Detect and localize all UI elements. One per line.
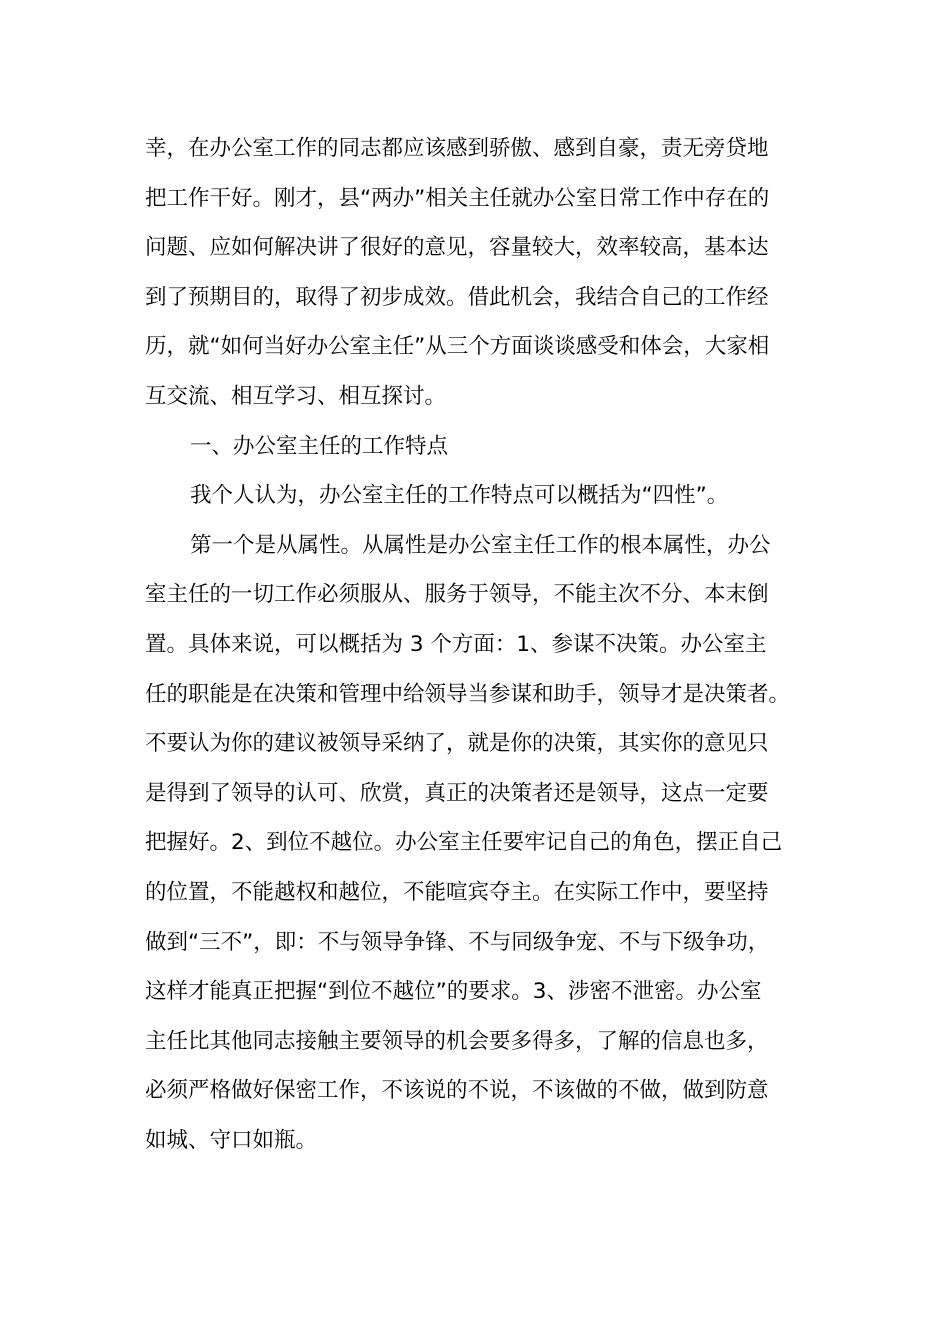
- paragraph-line: 是得到了领导的认可、欣赏，真正的决策者还是领导，这点一定要: [145, 780, 769, 806]
- paragraph-line: 历，就“如何当好办公室主任”从三个方面谈谈感受和体会，大家相: [145, 334, 770, 360]
- paragraph-line: 如城、守口如瓶。: [145, 1127, 318, 1153]
- section-heading: 一、办公室主任的工作特点: [190, 433, 449, 459]
- paragraph-line: 任的职能是在决策和管理中给领导当参谋和助手，领导才是决策者。: [145, 681, 791, 707]
- paragraph-line: 幸，在办公室工作的同志都应该感到骄傲、感到自豪，责无旁贷地: [145, 136, 769, 161]
- paragraph-line: 把工作干好。刚才，县“两办”相关主任就办公室日常工作中存在的: [145, 185, 770, 211]
- paragraph-line: 置。具体来说，可以概括为 3 个方面：1、参谋不决策。办公室主: [145, 631, 767, 657]
- paragraph-line: 室主任的一切工作必须服从、服务于领导，不能主次不分、本末倒: [145, 582, 769, 608]
- paragraph-line: 做到“三不”，即：不与领导争锋、不与同级争宠、不与下级争功，: [145, 929, 770, 955]
- paragraph-line: 必须严格做好保密工作，不该说的不说，不该做的不做，做到防意: [145, 1078, 769, 1104]
- document-body: [145, 124, 817, 1165]
- paragraph-line: 我个人认为，办公室主任的工作特点可以概括为“四性”。: [190, 483, 729, 509]
- paragraph-line: 问题、应如何解决讲了很好的意见，容量较大，效率较高，基本达: [145, 235, 769, 261]
- paragraph-line: 到了预期目的，取得了初步成效。借此机会，我结合自己的工作经: [145, 284, 769, 310]
- paragraph-line: 的位置，不能越权和越位，不能喧宾夺主。在实际工作中，要坚持: [145, 879, 769, 905]
- paragraph-line: 主任比其他同志接触主要领导的机会要多得多，了解的信息也多，: [145, 1028, 769, 1054]
- paragraph-line: 第一个是从属性。从属性是办公室主任工作的根本属性，办公: [190, 532, 771, 558]
- paragraph-line: 互交流、相互学习、相互探讨。: [145, 383, 447, 409]
- paragraph-line: 把握好。2、到位不越位。办公室主任要牢记自己的角色，摆正自己: [145, 830, 783, 856]
- paragraph-line: 这样才能真正把握“到位不越位”的要求。3、涉密不泄密。办公室: [145, 979, 762, 1005]
- paragraph-line: 不要认为你的建议被领导采纳了，就是你的决策，其实你的意见只: [145, 731, 769, 757]
